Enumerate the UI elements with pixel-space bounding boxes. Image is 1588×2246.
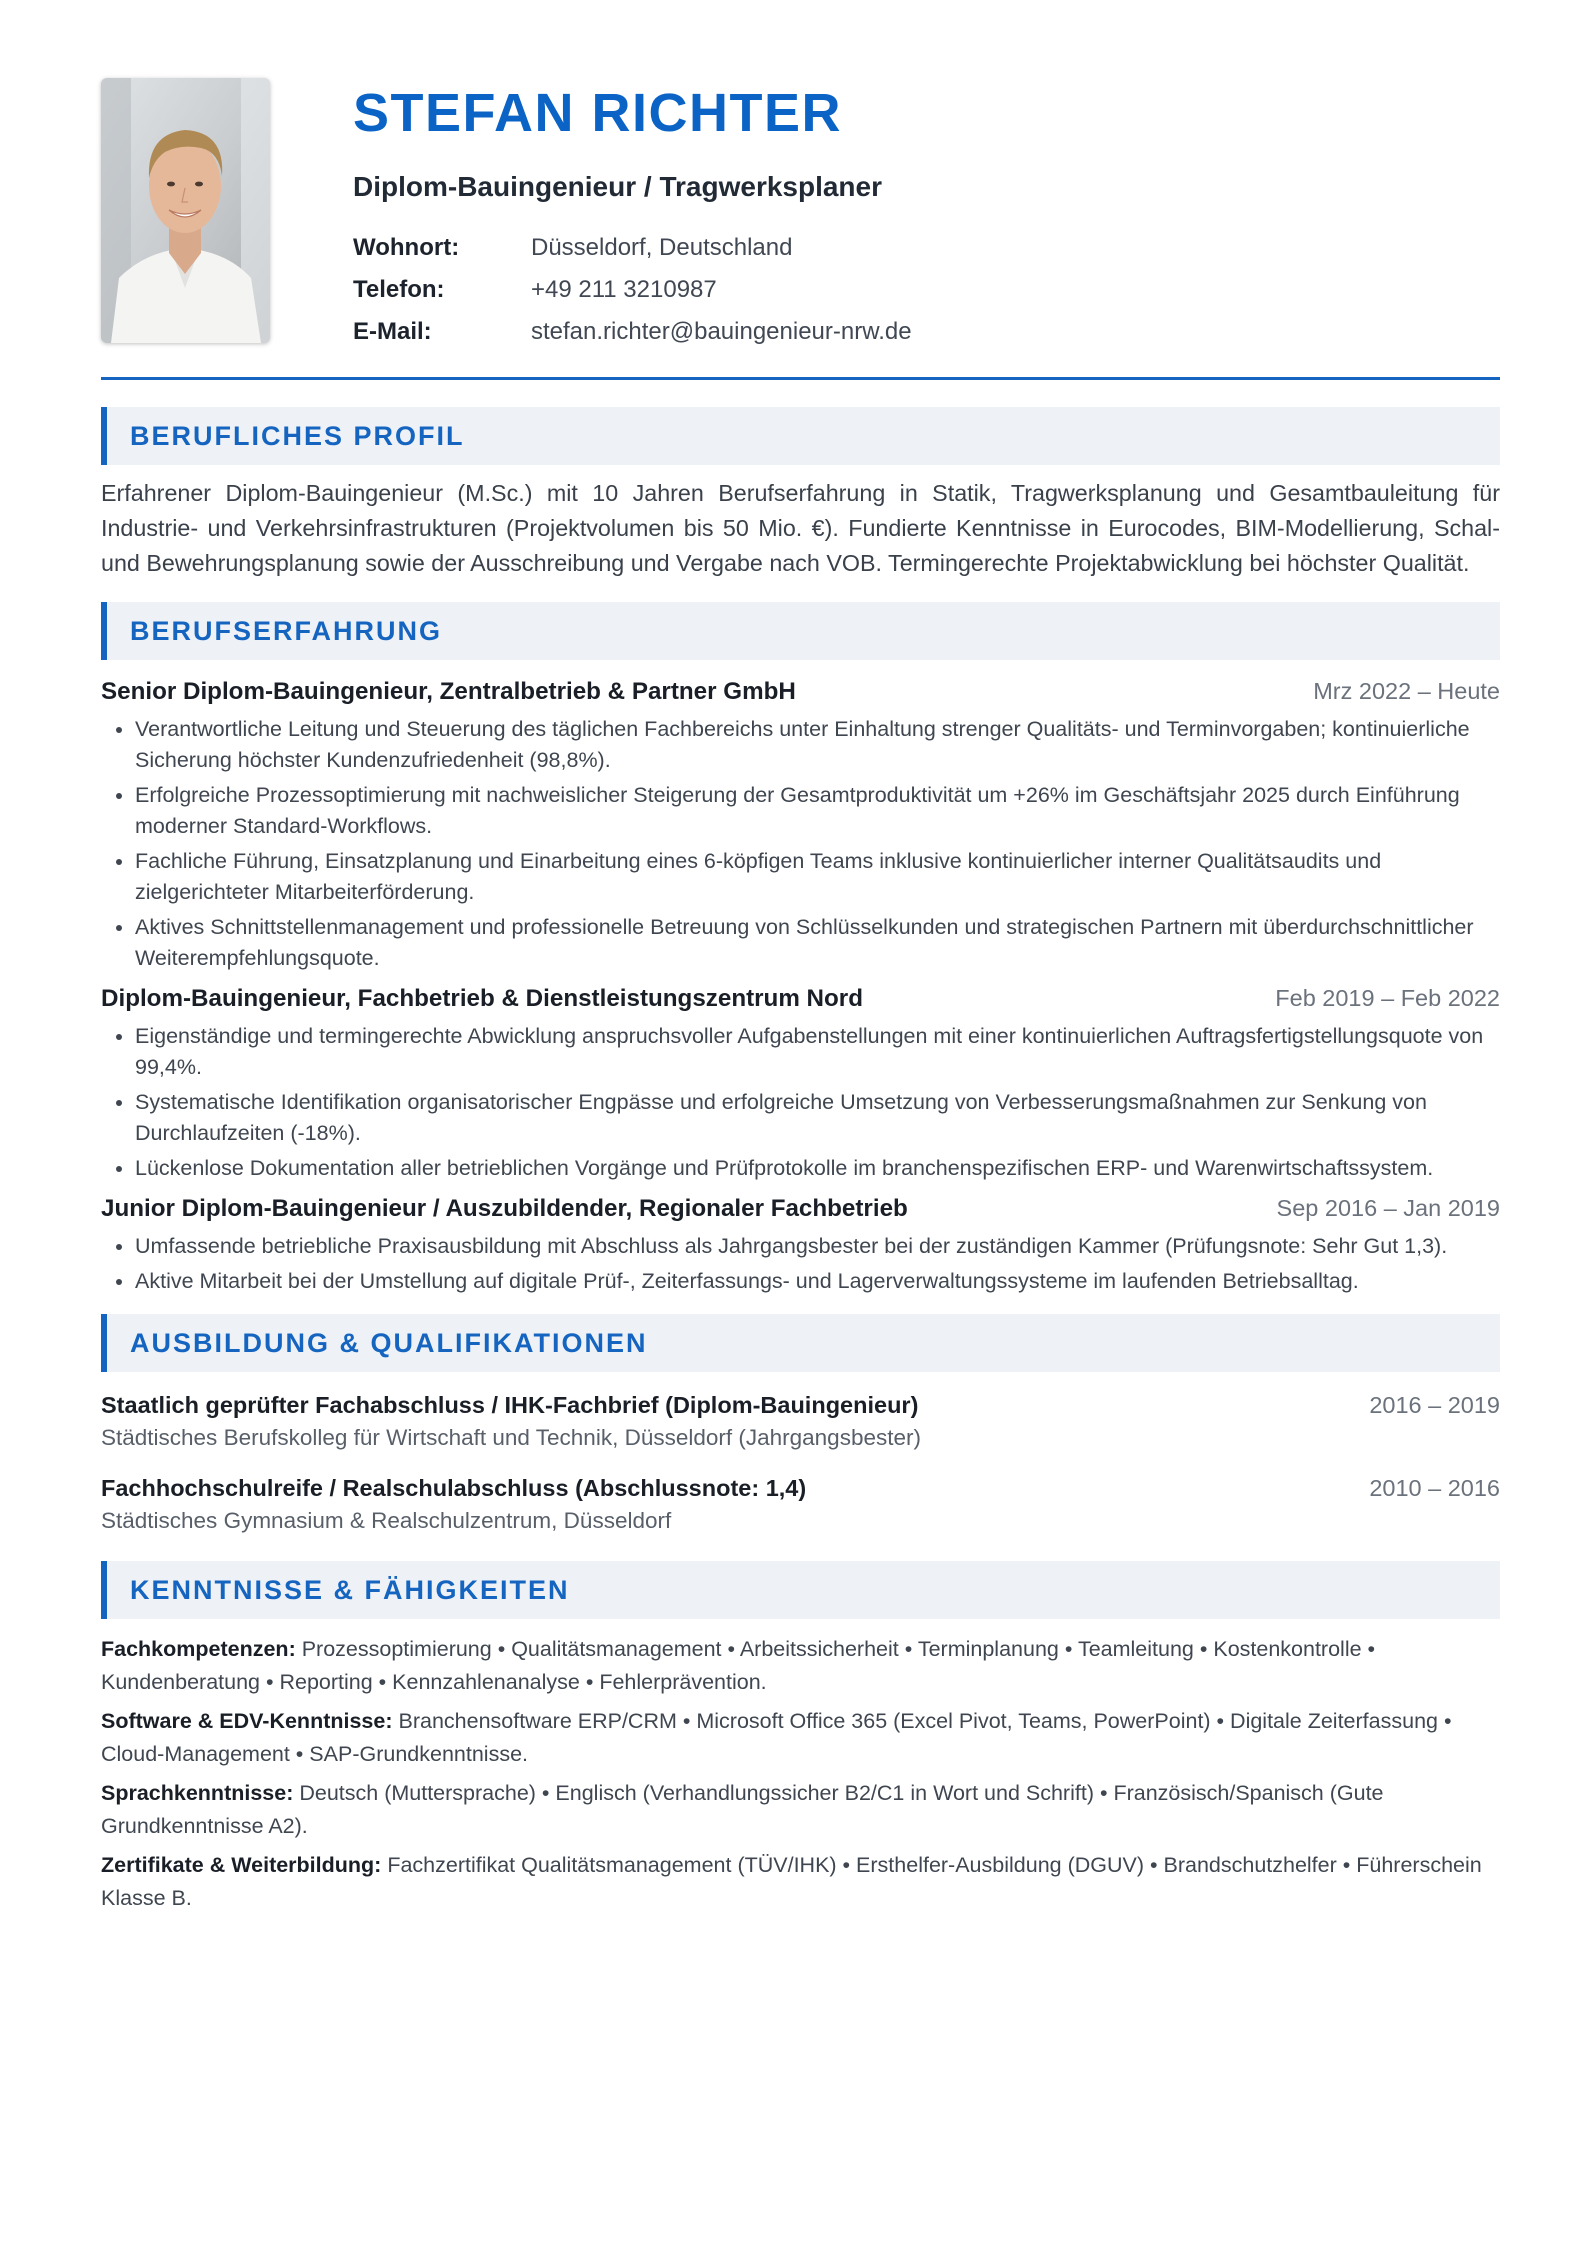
skill-label: Software & EDV-Kenntnisse: <box>101 1709 393 1733</box>
list-item: • Aktive Mitarbeit bei der Umstellung auf digitale Prüf-, Zeiterfassungs- und Lagerverwaltungssysteme im laufenden Betriebsalltag. <box>135 1266 1500 1297</box>
job-bullets <box>101 714 1500 974</box>
job-header <box>101 985 1500 1013</box>
list-item: • Systematische Identifikation organisatorischer Engpässe und erfolgreiche Umsetzung von Verbesserungsmaßnahmen zur Senkung von Durchlaufzeiten (-18%). <box>135 1087 1500 1149</box>
skill-label: Fachkompetenzen: <box>101 1637 296 1661</box>
section-heading-skills: KENNTNISSE & FÄHIGKEITEN <box>101 1561 1500 1619</box>
skill-row <box>101 1633 1500 1699</box>
profile-photo <box>101 78 270 343</box>
contact-label: E-Mail: <box>353 318 432 345</box>
profile-summary: Erfahrener Diplom-Bauingenieur (M.Sc.) mit 10 Jahren Berufserfahrung in Statik, Tragwerksplanung und Gesamtbauleitung für Industrie- und Verkehrsinfrastrukturen (Projektvolumen bis 50 Mio. €). Fundierte Kenntnisse in Eurocodes, BIM-Modellierung, Schal- und Bewehrungsplanung sowie der Ausschreibung und Vergabe nach VOB. Termingerechte Projektabwicklung bei höchster Qualität. <box>101 480 1500 576</box>
list-item: • Lückenlose Dokumentation aller betrieblichen Vorgänge und Prüfprotokolle im branchenspezifischen ERP- und Warenwirtschaftssystem. <box>135 1153 1500 1184</box>
contact-row-email <box>353 311 912 353</box>
education-title: Staatlich geprüfter Fachabschluss / IHK-Fachbrief (Diplom-Bauingenieur) <box>101 1392 919 1418</box>
job-title: Junior Diplom-Bauingenieur / Auszubildender, Regionaler Fachbetrieb <box>101 1195 908 1222</box>
residence-value: Düsseldorf, Deutschland <box>531 234 793 261</box>
phone-value[interactable]: +49 211 3210987 <box>531 276 717 303</box>
skill-text: Deutsch (Muttersprache) • Englisch (Verhandlungssicher B2/C1 in Wort und Schrift) • Französisch/Spanisch (Gute Grundkenntnisse A2). <box>101 1781 1384 1838</box>
skill-label: Zertifikate & Weiterbildung: <box>101 1853 382 1877</box>
skill-row <box>101 1777 1500 1843</box>
list-item: • Umfassende betriebliche Praxisausbildung mit Abschluss als Jahrgangsbester bei der zuständigen Kammer (Prüfungsnote: Sehr Gut 1,3). <box>135 1231 1500 1262</box>
header-info <box>353 78 912 353</box>
education-header <box>101 1475 1500 1502</box>
skills-list <box>101 1633 1500 1915</box>
skill-text: Prozessoptimierung • Qualitätsmanagement • Arbeitssicherheit • Terminplanung • Teamleitung • Kostenkontrolle • Kundenberatung • Reporting • Kennzahlenanalyse • Fehlerprävention. <box>101 1637 1376 1694</box>
job-entry <box>101 985 1500 1184</box>
skill-text: Branchensoftware ERP/CRM • Microsoft Office 365 (Excel Pivot, Teams, PowerPoint) • Digitale Zeiterfassung • Cloud-Management • SAP-Grundkenntnisse. <box>101 1709 1452 1766</box>
job-date: Sep 2016 – Jan 2019 <box>1276 1195 1500 1221</box>
section-heading-profile: BERUFLICHES PROFIL <box>101 407 1500 465</box>
education-date: 2010 – 2016 <box>1369 1475 1500 1501</box>
education-date: 2016 – 2019 <box>1369 1392 1500 1418</box>
job-bullets <box>101 1021 1500 1184</box>
candidate-name: STEFAN RICHTER <box>353 83 843 143</box>
education-entry <box>101 1475 1500 1534</box>
list-item: • Fachliche Führung, Einsatzplanung und Einarbeitung eines 6-köpfigen Teams inklusive kontinuierlicher interner Qualitätsaudits und zielgerichteter Mitarbeiterförderung. <box>135 846 1500 908</box>
contact-label: Wohnort: <box>353 234 460 261</box>
education-school: Städtisches Gymnasium & Realschulzentrum, Düsseldorf <box>101 1508 672 1533</box>
education-title: Fachhochschulreife / Realschulabschluss (Abschlussnote: 1,4) <box>101 1475 807 1501</box>
contact-label: Telefon: <box>353 276 445 303</box>
education-header <box>101 1392 1500 1419</box>
list-item: • Eigenständige und termingerechte Abwicklung anspruchsvoller Aufgabenstellungen mit einer kontinuierlichen Auftragsfertigstellungsquote von 99,4%. <box>135 1021 1500 1083</box>
job-date: Mrz 2022 – Heute <box>1313 678 1500 704</box>
job-bullets <box>101 1231 1500 1297</box>
job-header <box>101 1195 1500 1223</box>
skill-row <box>101 1849 1500 1915</box>
section-heading-education: AUSBILDUNG & QUALIFIKATIONEN <box>101 1314 1500 1372</box>
candidate-role: Diplom-Bauingenieur / Tragwerksplaner <box>353 171 883 202</box>
contact-details <box>353 227 912 353</box>
skill-text: Fachzertifikat Qualitätsmanagement (TÜV/IHK) • Ersthelfer-Ausbildung (DGUV) • Brandschutzhelfer • Führerschein Klasse B. <box>101 1853 1482 1910</box>
skill-label: Sprachkenntnisse: <box>101 1781 294 1805</box>
job-header <box>101 678 1500 706</box>
list-item: • Verantwortliche Leitung und Steuerung des täglichen Fachbereichs unter Einhaltung strenger Qualitäts- und Terminvorgaben; kontinuierliche Sicherung höchster Kundenzufriedenheit (98,8%). <box>135 714 1500 776</box>
contact-row-residence <box>353 227 912 269</box>
education-entry <box>101 1392 1500 1451</box>
skill-row <box>101 1705 1500 1771</box>
resume-header <box>101 78 1500 353</box>
list-item: • Aktives Schnittstellenmanagement und professionelle Betreuung von Schlüsselkunden und strategischen Partnern mit überdurchschnittlicher Weiterempfehlungsquote. <box>135 912 1500 974</box>
job-entry <box>101 678 1500 974</box>
list-item: • Erfolgreiche Prozessoptimierung mit nachweislicher Steigerung der Gesamtproduktivität um +26% im Geschäftsjahr 2025 durch Einführung moderner Standard-Workflows. <box>135 780 1500 842</box>
contact-row-phone <box>353 269 912 311</box>
job-title: Senior Diplom-Bauingenieur, Zentralbetrieb & Partner GmbH <box>101 678 796 705</box>
education-school: Städtisches Berufskolleg für Wirtschaft und Technik, Düsseldorf (Jahrgangsbester) <box>101 1425 921 1450</box>
job-date: Feb 2019 – Feb 2022 <box>1275 985 1500 1011</box>
job-title: Diplom-Bauingenieur, Fachbetrieb & Dienstleistungszentrum Nord <box>101 985 863 1012</box>
job-entry <box>101 1195 1500 1297</box>
email-link[interactable]: stefan.richter@bauingenieur-nrw.de <box>531 318 912 345</box>
section-heading-experience: BERUFSERFAHRUNG <box>101 602 1500 660</box>
header-divider <box>101 377 1500 380</box>
